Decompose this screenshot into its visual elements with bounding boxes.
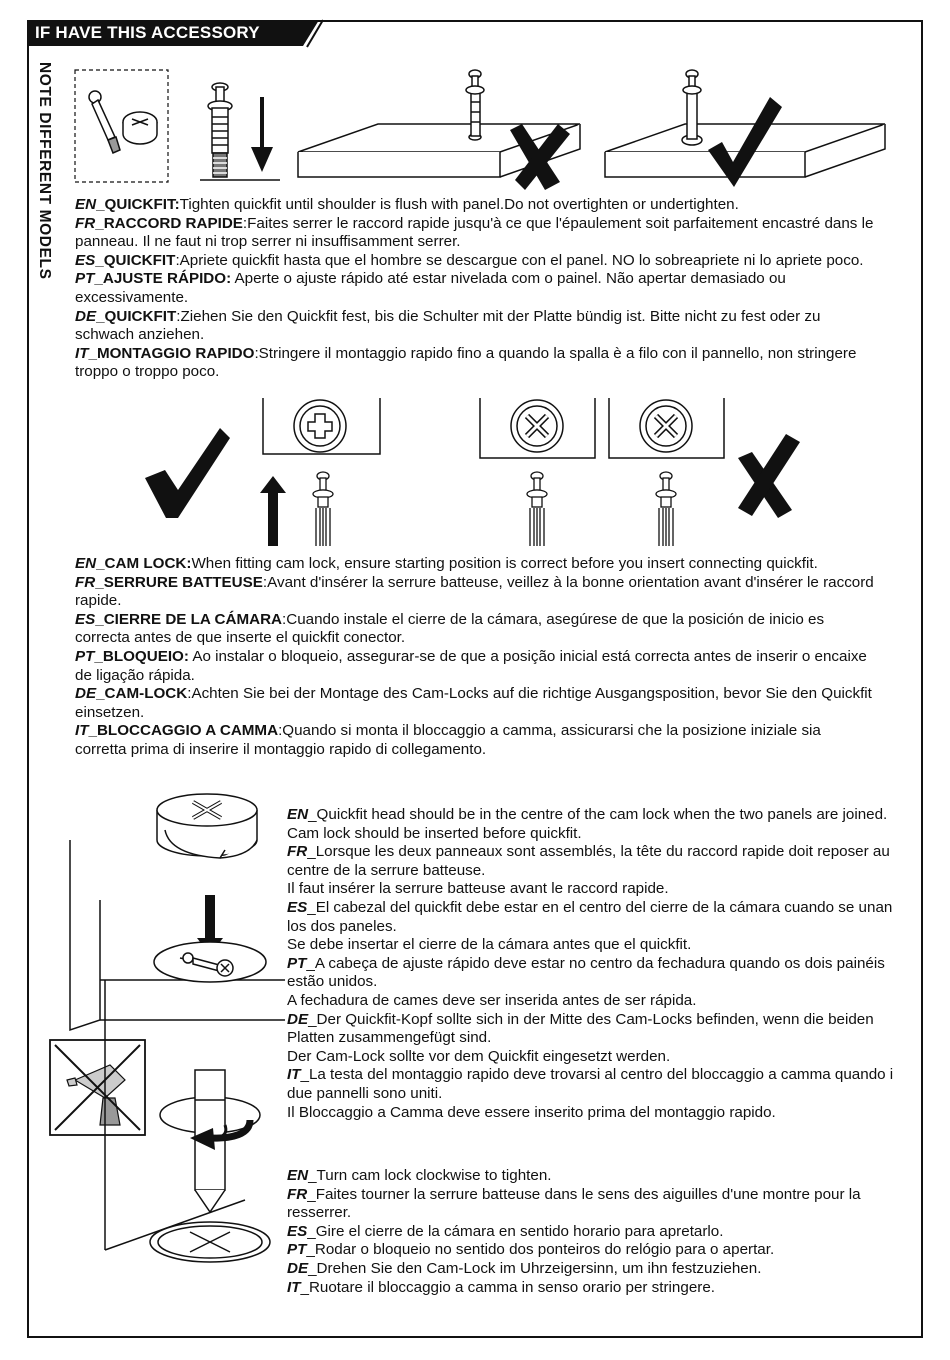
side-note: NOTE DIFFERENT MODELS [36, 62, 53, 280]
instruction-heading: _BLOQUEIO: [94, 647, 189, 665]
quickfit-instructions [75, 196, 875, 382]
instruction-de [75, 308, 875, 345]
instruction-de [75, 685, 875, 722]
instruction-es [287, 1223, 897, 1242]
instruction-pt [287, 955, 897, 992]
instruction-heading: _CAM-LOCK [96, 685, 188, 703]
instruction-heading: _QUICKFIT: [96, 196, 180, 213]
instruction-it [75, 722, 875, 759]
down-arrow-head [251, 147, 273, 172]
instruction-de [287, 1011, 897, 1048]
instruction-heading: _CAM LOCK: [96, 555, 192, 572]
language-code: DE [287, 1259, 309, 1277]
instruction-text: _Der Quickfit-Kopf sollte sich in der Mitte des Cam-Locks befinden, wenn die beiden Platten zusammengefügt sind. [287, 1010, 874, 1047]
language-code: PT [287, 1241, 307, 1259]
cam-lock-icon [157, 794, 257, 858]
instruction-en [287, 806, 897, 825]
cam-lock-hole [150, 1222, 270, 1262]
instruction-pt [75, 648, 875, 685]
instruction-pt [287, 1241, 897, 1260]
instruction-en [75, 555, 875, 574]
instruction-text: :Apriete quickfit hasta que el hombre se descargue con el panel. NO lo sobreapriete ni lo apriete poco. [175, 251, 864, 269]
instruction-pt [75, 270, 875, 307]
instruction-note [287, 936, 897, 955]
language-code: EN [75, 196, 97, 213]
language-code: ES [75, 251, 96, 269]
instruction-text: :Stringere il montaggio rapido fino a quando la spalla è a filo con il pannello, non stringere troppo o troppo poco. [75, 344, 857, 381]
instruction-en [75, 196, 875, 215]
instruction-heading: _RACCORD RAPIDE [95, 214, 243, 232]
instruction-it [287, 1066, 897, 1103]
cam-lock-wrong-icon [640, 400, 692, 452]
language-code: PT [287, 954, 307, 972]
language-code: FR [75, 573, 96, 591]
instruction-note-text: Il Bloccaggio a Camma deve essere inserito prima del montaggio rapido. [287, 1103, 776, 1121]
instruction-heading: _CIERRE DE LA CÁMARA [95, 610, 283, 628]
instruction-heading: _QUICKFIT [95, 251, 176, 269]
instruction-text: _Rodar o bloqueio no sentido dos ponteiros do relógio para o apertar. [306, 1241, 775, 1259]
language-code: FR [287, 1185, 308, 1203]
instruction-note [287, 1048, 897, 1067]
page-title: IF HAVE THIS ACCESSORY [35, 23, 260, 42]
instruction-note-text: Se debe insertar el cierre de la cámara antes que el quickfit. [287, 936, 692, 954]
quickfit-bolt-icon [313, 472, 333, 546]
instruction-text: When fitting cam lock, ensure starting position is correct before you insert connecting quickfit. [191, 555, 818, 572]
instruction-heading: _MONTAGGIO RAPIDO [88, 344, 255, 362]
instruction-fr [287, 1186, 897, 1223]
language-code: EN [287, 806, 309, 823]
language-code: EN [75, 555, 97, 572]
cam-lock-wrong-icon [511, 400, 563, 452]
instruction-note [287, 825, 897, 844]
language-code: FR [287, 843, 308, 861]
instruction-text: _El cabezal del quickfit debe estar en el centro del cierre de la cámara cuando se unan los dos paneles. [287, 898, 893, 935]
language-code: IT [287, 1278, 301, 1296]
instruction-es [75, 252, 875, 271]
turn-cam-lock-instructions [287, 1167, 897, 1297]
cam-lock-assembly-illustration [45, 780, 285, 1320]
instruction-text: Ao instalar o bloqueio, assegurar-se de que a posição inicial está correcta antes de inserir o encaixe de ligação rápida. [75, 647, 867, 684]
instruction-text: _Drehen Sie den Cam-Lock im Uhrzeigersinn, um ihn festzuziehen. [308, 1259, 762, 1277]
instruction-text: :Achten Sie bei der Montage des Cam-Locks auf die richtige Ausgangsposition, bevor Sie den Quickfit einsetzen. [75, 685, 872, 721]
instruction-note-text: Der Cam-Lock sollte vor dem Quickfit eingesetzt werden. [287, 1047, 671, 1065]
instruction-heading: _BLOCCAGGIO A CAMMA [88, 722, 279, 740]
cam-lock-in-panel [154, 942, 266, 982]
instruction-note-text: Cam lock should be inserted before quickfit. [287, 824, 582, 842]
cam-lock-orientation-illustration [70, 398, 870, 558]
quickfit-accessory-icon [89, 91, 157, 153]
language-code: DE [75, 685, 97, 703]
instruction-text: :Ziehen Sie den Quickfit fest, bis die Schulter mit der Platte bündig ist. Bitte nicht zu fest oder zu schwach anziehen. [75, 307, 821, 344]
instruction-text: Tighten quickfit until shoulder is flush with panel.Do not overtighten or undertighten. [179, 196, 739, 213]
language-code: ES [287, 898, 308, 916]
quickfit-illustration [70, 62, 870, 202]
instruction-text: _Lorsque les deux panneaux sont assemblés, la tête du raccord rapide doit reposer au centre de la serrure batteuse. [287, 843, 890, 879]
cam-lock-instructions [75, 555, 875, 760]
instruction-heading: _SERRURE BATTEUSE [95, 573, 263, 591]
language-code: DE [75, 307, 97, 325]
instruction-text: :Avant d'insérer la serrure batteuse, veillez à la bonne orientation avant d'insérer le raccord rapide. [75, 573, 874, 610]
instruction-text: _Turn cam lock clockwise to tighten. [308, 1167, 552, 1184]
language-code: EN [287, 1167, 309, 1184]
language-code: PT [75, 647, 95, 665]
instruction-note [287, 880, 897, 899]
instruction-note [287, 992, 897, 1011]
quickfit-bolt-icon [656, 472, 676, 546]
instruction-text: _La testa del montaggio rapido deve trovarsi al centro del bloccaggio a camma quando i due pannelli sono uniti. [287, 1066, 894, 1102]
language-code: ES [75, 610, 96, 628]
instruction-text: _Quickfit head should be in the centre of the cam lock when the two panels are joined. [308, 806, 888, 823]
instruction-de [287, 1260, 897, 1279]
correct-check-icon [145, 428, 230, 518]
instruction-text: :Cuando instale el cierre de la cámara, asegúrese de que la posición de inicio es correcta antes de que inserte el quickfit conector. [75, 610, 825, 647]
instruction-text: _Faites tourner la serrure batteuse dans le sens des aiguilles d'une montre pour la resserrer. [287, 1185, 861, 1222]
wrong-x-icon [738, 434, 800, 518]
instruction-es [287, 899, 897, 936]
instruction-fr [287, 843, 897, 880]
instruction-text: _Ruotare il bloccaggio a camma in senso orario per stringere. [300, 1278, 715, 1296]
quickfit-head-instructions [287, 806, 897, 1122]
instruction-note-text: A fechadura de cames deve ser inserida antes de ser rápida. [287, 991, 697, 1009]
instruction-text: _A cabeça de ajuste rápido deve estar no centro da fechadura quando os dois painéis estão unidos. [287, 954, 885, 991]
language-code: IT [75, 344, 89, 362]
instruction-en [287, 1167, 897, 1186]
instruction-fr [75, 215, 875, 252]
instruction-text: :Quando si monta il bloccaggio a camma, assicurarsi che la posizione iniziale sia corretta prima di inserire il montaggio rapido di collegamento. [75, 722, 821, 758]
instruction-it [75, 345, 875, 382]
instruction-heading: _QUICKFIT [96, 307, 177, 325]
quickfit-bolt-icon [200, 83, 280, 180]
language-code: IT [287, 1066, 301, 1084]
instruction-text: _Gire el cierre de la cámara en sentido horario para apretarlo. [307, 1222, 724, 1240]
language-code: PT [75, 270, 95, 288]
instruction-es [75, 611, 875, 648]
panel-corner [70, 840, 285, 1030]
cam-lock-correct-icon [294, 400, 346, 452]
no-power-drill-icon [50, 1040, 145, 1135]
instruction-text: Aperte o ajuste rápido até estar nivelada com o painel. Não apertar demasiado ou excessivamente. [75, 270, 786, 306]
quickfit-bolt-icon [527, 472, 547, 546]
language-code: IT [75, 722, 89, 740]
instruction-fr [75, 574, 875, 611]
language-code: FR [75, 214, 96, 232]
instruction-note [287, 1104, 897, 1123]
instruction-it [287, 1279, 897, 1298]
language-code: ES [287, 1222, 308, 1240]
instruction-note-text: Il faut insérer la serrure batteuse avant le raccord rapide. [287, 880, 669, 898]
language-code: DE [287, 1010, 309, 1028]
instruction-heading: _AJUSTE RÁPIDO: [94, 270, 232, 288]
instruction-text: :Faites serrer le raccord rapide jusqu'à ce que l'épaulement soit parfaitement encastré dans le panneau. Il ne faut ni trop serrer ni insuffisamment serrer. [75, 214, 874, 251]
